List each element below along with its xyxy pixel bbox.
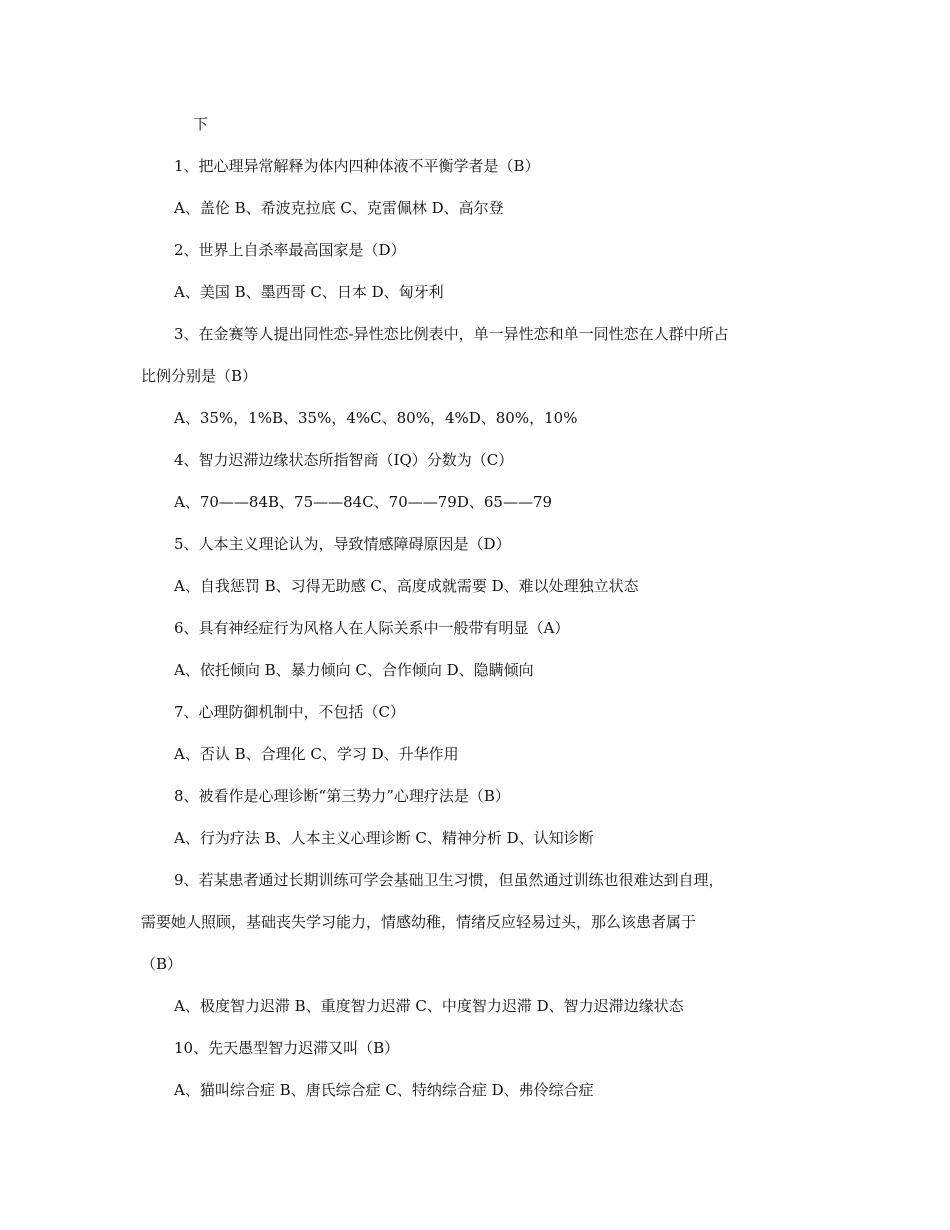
text-line: A、依托倾向 B、暴力倾向 C、合作倾向 D、隐瞒倾向 xyxy=(174,661,534,679)
text-line: A、行为疗法 B、人本主义心理诊断 C、精神分析 D、认知诊断 xyxy=(174,829,594,847)
text-line: A、盖伦 B、希波克拉底 C、克雷佩林 D、高尔登 xyxy=(174,199,504,217)
text-line: 2、世界上自杀率最高国家是（D） xyxy=(174,241,406,259)
text-line: 9、若某患者通过长期训练可学会基础卫生习惯，但虽然通过训练也很难达到自理， xyxy=(174,871,724,889)
text-line: （B） xyxy=(141,955,183,973)
text-line: A、极度智力迟滞 B、重度智力迟滞 C、中度智力迟滞 D、智力迟滞边缘状态 xyxy=(174,997,684,1015)
text-line: A、猫叫综合症 B、唐氏综合症 C、特纳综合症 D、弗伶综合症 xyxy=(174,1081,594,1099)
text-line: 需要她人照顾，基础丧失学习能力，情感幼稚，情绪反应轻易过头，那么该患者属于 xyxy=(141,913,697,931)
text-line: A、否认 B、合理化 C、学习 D、升华作用 xyxy=(174,745,459,763)
text-line: 4、智力迟滞边缘状态所指智商（IQ）分数为（C） xyxy=(174,451,514,469)
text-line: 比例分别是（B） xyxy=(141,367,258,385)
text-line: 1、把心理异常解释为体内四种体液不平衡学者是（B） xyxy=(174,157,540,175)
text-line: 3、在金赛等人提出同性恋-异性恋比例表中，单一异性恋和单一同性恋在人群中所占 xyxy=(174,325,729,343)
text-line: A、70——84B、75——84C、70——79D、65——79 xyxy=(174,493,553,511)
section-heading: 下 xyxy=(193,115,209,133)
text-line: A、35%，1%B、35%，4%C、80%，4%D、80%，10% xyxy=(174,409,578,427)
text-line: 10、先天愚型智力迟滞又叫（B） xyxy=(174,1039,400,1057)
text-line: 7、心理防御机制中，不包括（C） xyxy=(174,703,406,721)
text-line: 8、被看作是心理诊断“第三势力”心理疗法是（B） xyxy=(174,787,510,805)
text-line: A、美国 B、墨西哥 C、日本 D、匈牙利 xyxy=(174,283,444,301)
text-line: 5、人本主义理论认为，导致情感障碍原因是（D） xyxy=(174,535,511,553)
text-line: 6、具有神经症行为风格人在人际关系中一般带有明显（A） xyxy=(174,619,570,637)
text-line: A、自我惩罚 B、习得无助感 C、高度成就需要 D、难以处理独立状态 xyxy=(174,577,639,595)
